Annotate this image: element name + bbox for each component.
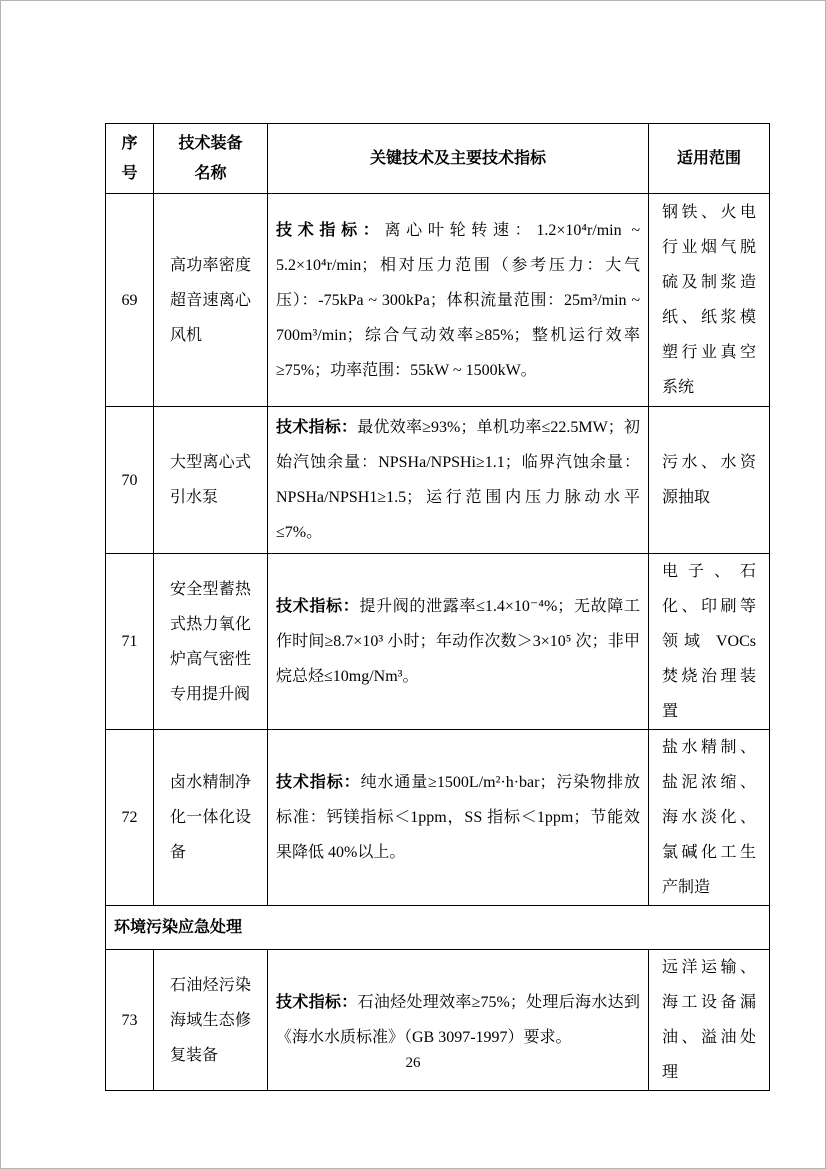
page-number: 26 [405,1055,421,1071]
spec-label: 技术指标： [276,598,360,615]
equipment-name: 大型离心式引水泵 [154,407,268,554]
spec-cell [268,730,649,906]
header-name: 技术装备名称 [154,124,268,194]
scope-cell: 盐水精制、盐泥浓缩、海水淡化、氯碱化工生产制造 [649,730,770,906]
table-row [106,554,770,730]
header-scope: 适用范围 [649,124,770,194]
scope-cell: 污水、水资源抽取 [649,407,770,554]
table-row [106,194,770,407]
row-number: 70 [106,407,154,554]
table-row [106,407,770,554]
header-spec: 关键技术及主要技术指标 [268,124,649,194]
row-number: 71 [106,554,154,730]
spec-label: 技术指标： [276,994,358,1011]
spec-label: 技术指标： [276,221,385,239]
scope-cell: 远洋运输、海工设备漏油、溢油处理 [649,950,770,1091]
section-header-row [106,906,770,950]
scope-cell: 钢铁、火电行业烟气脱硫及制浆造纸、纸浆模塑行业真空系统 [649,194,770,407]
spec-cell [268,194,649,407]
equipment-name: 石油烃污染海域生态修复装备 [154,950,268,1091]
spec-cell [268,407,649,554]
row-number: 72 [106,730,154,906]
row-number: 73 [106,950,154,1091]
equipment-name: 高功率密度超音速离心风机 [154,194,268,407]
equipment-table [105,123,770,1091]
spec-text: 最优效率≥93%；单机功率≤22.5MW；初始汽蚀余量：NPSHa/NPSHi≥1.1；临界汽蚀余量：NPSHa/NPSH1≥1.5；运行范围内压力脉动水平≤7%。 [276,419,640,541]
spec-cell [268,554,649,730]
spec-text: 石油烃处理效率≥75%；处理后海水达到《海水水质标准》（GB 3097-1997）要求。 [276,994,640,1046]
equipment-name: 卤水精制净化一体化设备 [154,730,268,906]
section-header: 环境污染应急处理 [106,906,770,950]
equipment-name: 安全型蓄热式热力氧化炉高气密性专用提升阀 [154,554,268,730]
row-number: 69 [106,194,154,407]
scope-cell: 电子、石化、印刷等领域 VOCs 焚烧治理装置 [649,554,770,730]
header-no: 序号 [106,124,154,194]
spec-label: 技术指标： [276,774,361,791]
spec-text: 提升阀的泄露率≤1.4×10⁻⁴%；无故障工作时间≥8.7×10³ 小时；年动作次数＞3×10⁵ 次；非甲烷总烃≤10mg/Nm³。 [276,598,640,685]
spec-text: 离心叶轮转速：1.2×10⁴r/min ~ 5.2×10⁴r/min；相对压力范围（参考压力：大气压）：-75kPa ~ 300kPa；体积流量范围：25m³/min ~ 700m³/min；综合气动效率≥85%；整机运行效率≥75%；功率范围：55kW ~ 1500kW。 [276,221,640,379]
table-header-row [106,124,770,194]
spec-text: 纯水通量≥1500L/m²·h·bar；污染物排放标准：钙镁指标＜1ppm，SS 指标＜1ppm；节能效果降低 40%以上。 [276,774,640,861]
spec-label: 技术指标： [276,419,358,436]
table-row [106,730,770,906]
